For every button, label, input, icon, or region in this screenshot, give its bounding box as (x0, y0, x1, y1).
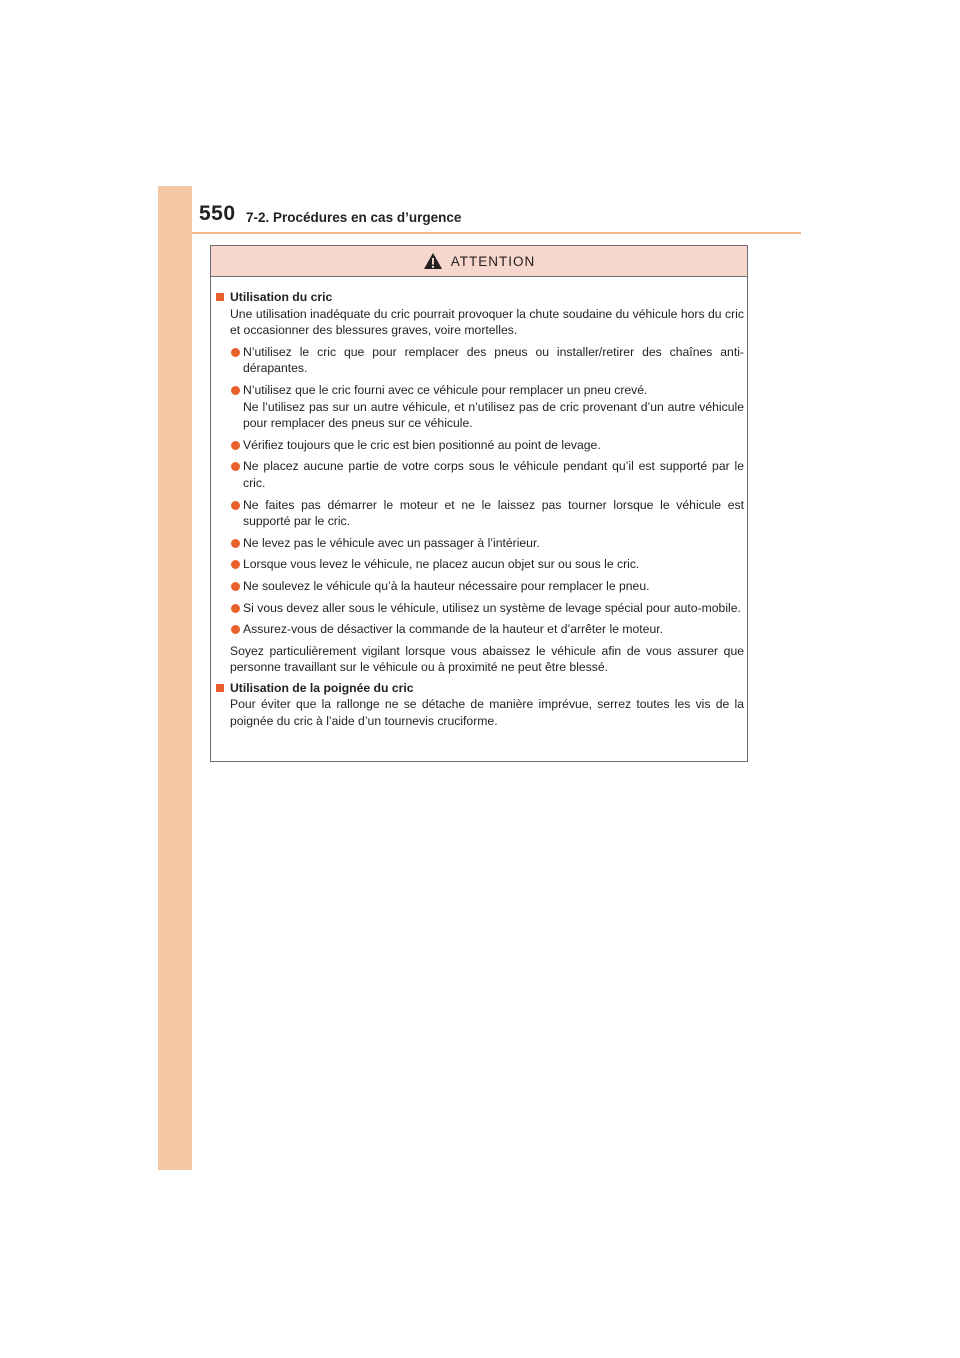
section-intro: Pour éviter que la rallonge ne se détache de manière imprévue, serrez toutes les vis de la poignée du cric à l’aide d’un tournevis cruciforme. (230, 697, 744, 729)
list-item: Lorsque vous levez le véhicule, ne placez aucun objet sur ou sous le cric. (216, 556, 744, 573)
list-item: Ne faites pas démarrer le moteur et ne le laissez pas tourner lorsque le véhicule est supporté par le cric. (216, 497, 744, 530)
list-item: Ne placez aucune partie de votre corps sous le véhicule pendant qu’il est supporté par le cric. (216, 458, 744, 491)
list-item: N’utilisez que le cric fourni avec ce véhicule pour remplacer un pneu crevé. Ne l’utilisez pas sur un autre véhicule, et n’utilisez pas de cric provenant d’un autre véhicule pour remplacer des pneus sur ce véhicule. (216, 382, 744, 432)
section-title: 7-2. Procédures en cas d’urgence (246, 210, 462, 225)
list-item: N’utilisez le cric que pour remplacer des pneus ou installer/retirer des chaînes anti-dérapantes. (216, 344, 744, 377)
warning-title: ATTENTION (450, 253, 536, 269)
section-heading: Utilisation du cric (216, 289, 744, 306)
warning-box (210, 245, 748, 762)
section-heading: Utilisation de la poignée du cric (216, 680, 744, 697)
round-bullet-icon (231, 604, 240, 613)
square-bullet-icon (216, 293, 224, 301)
section-intro: Une utilisation inadéquate du cric pourrait provoquer la chute soudaine du véhicule hors du cric et occasionner des blessures graves, voire mortelles. (230, 306, 744, 338)
round-bullet-icon (231, 462, 240, 471)
round-bullet-icon (231, 501, 240, 510)
round-bullet-icon (231, 348, 240, 357)
list-item: Assurez-vous de désactiver la commande de la hauteur et d’arrêter le moteur. (216, 621, 744, 638)
closing-paragraph: Soyez particulièrement vigilant lorsque vous abaissez le véhicule afin de vous assurer que personne travaillant sur le véhicule ou à proximité ne peut être blessé. (230, 643, 744, 675)
round-bullet-icon (231, 386, 240, 395)
list-item: Vérifiez toujours que le cric est bien positionné au point de levage. (216, 437, 744, 454)
list-item: Ne soulevez le véhicule qu’à la hauteur nécessaire pour remplacer le pneu. (216, 578, 744, 595)
square-bullet-icon (216, 684, 224, 692)
warning-content (216, 289, 744, 730)
header-rule (192, 232, 801, 234)
round-bullet-icon (231, 539, 240, 548)
round-bullet-icon (231, 625, 240, 634)
round-bullet-icon (231, 560, 240, 569)
list-item: Ne levez pas le véhicule avec un passager à l’intérieur. (216, 535, 744, 552)
round-bullet-icon (231, 441, 240, 450)
side-color-band (158, 186, 192, 1170)
warning-header (211, 246, 747, 277)
warning-triangle-icon (423, 252, 443, 270)
page-number: 550 (199, 202, 236, 225)
round-bullet-icon (231, 582, 240, 591)
list-item: Si vous devez aller sous le véhicule, utilisez un système de levage spécial pour auto-mobile. (216, 600, 744, 617)
